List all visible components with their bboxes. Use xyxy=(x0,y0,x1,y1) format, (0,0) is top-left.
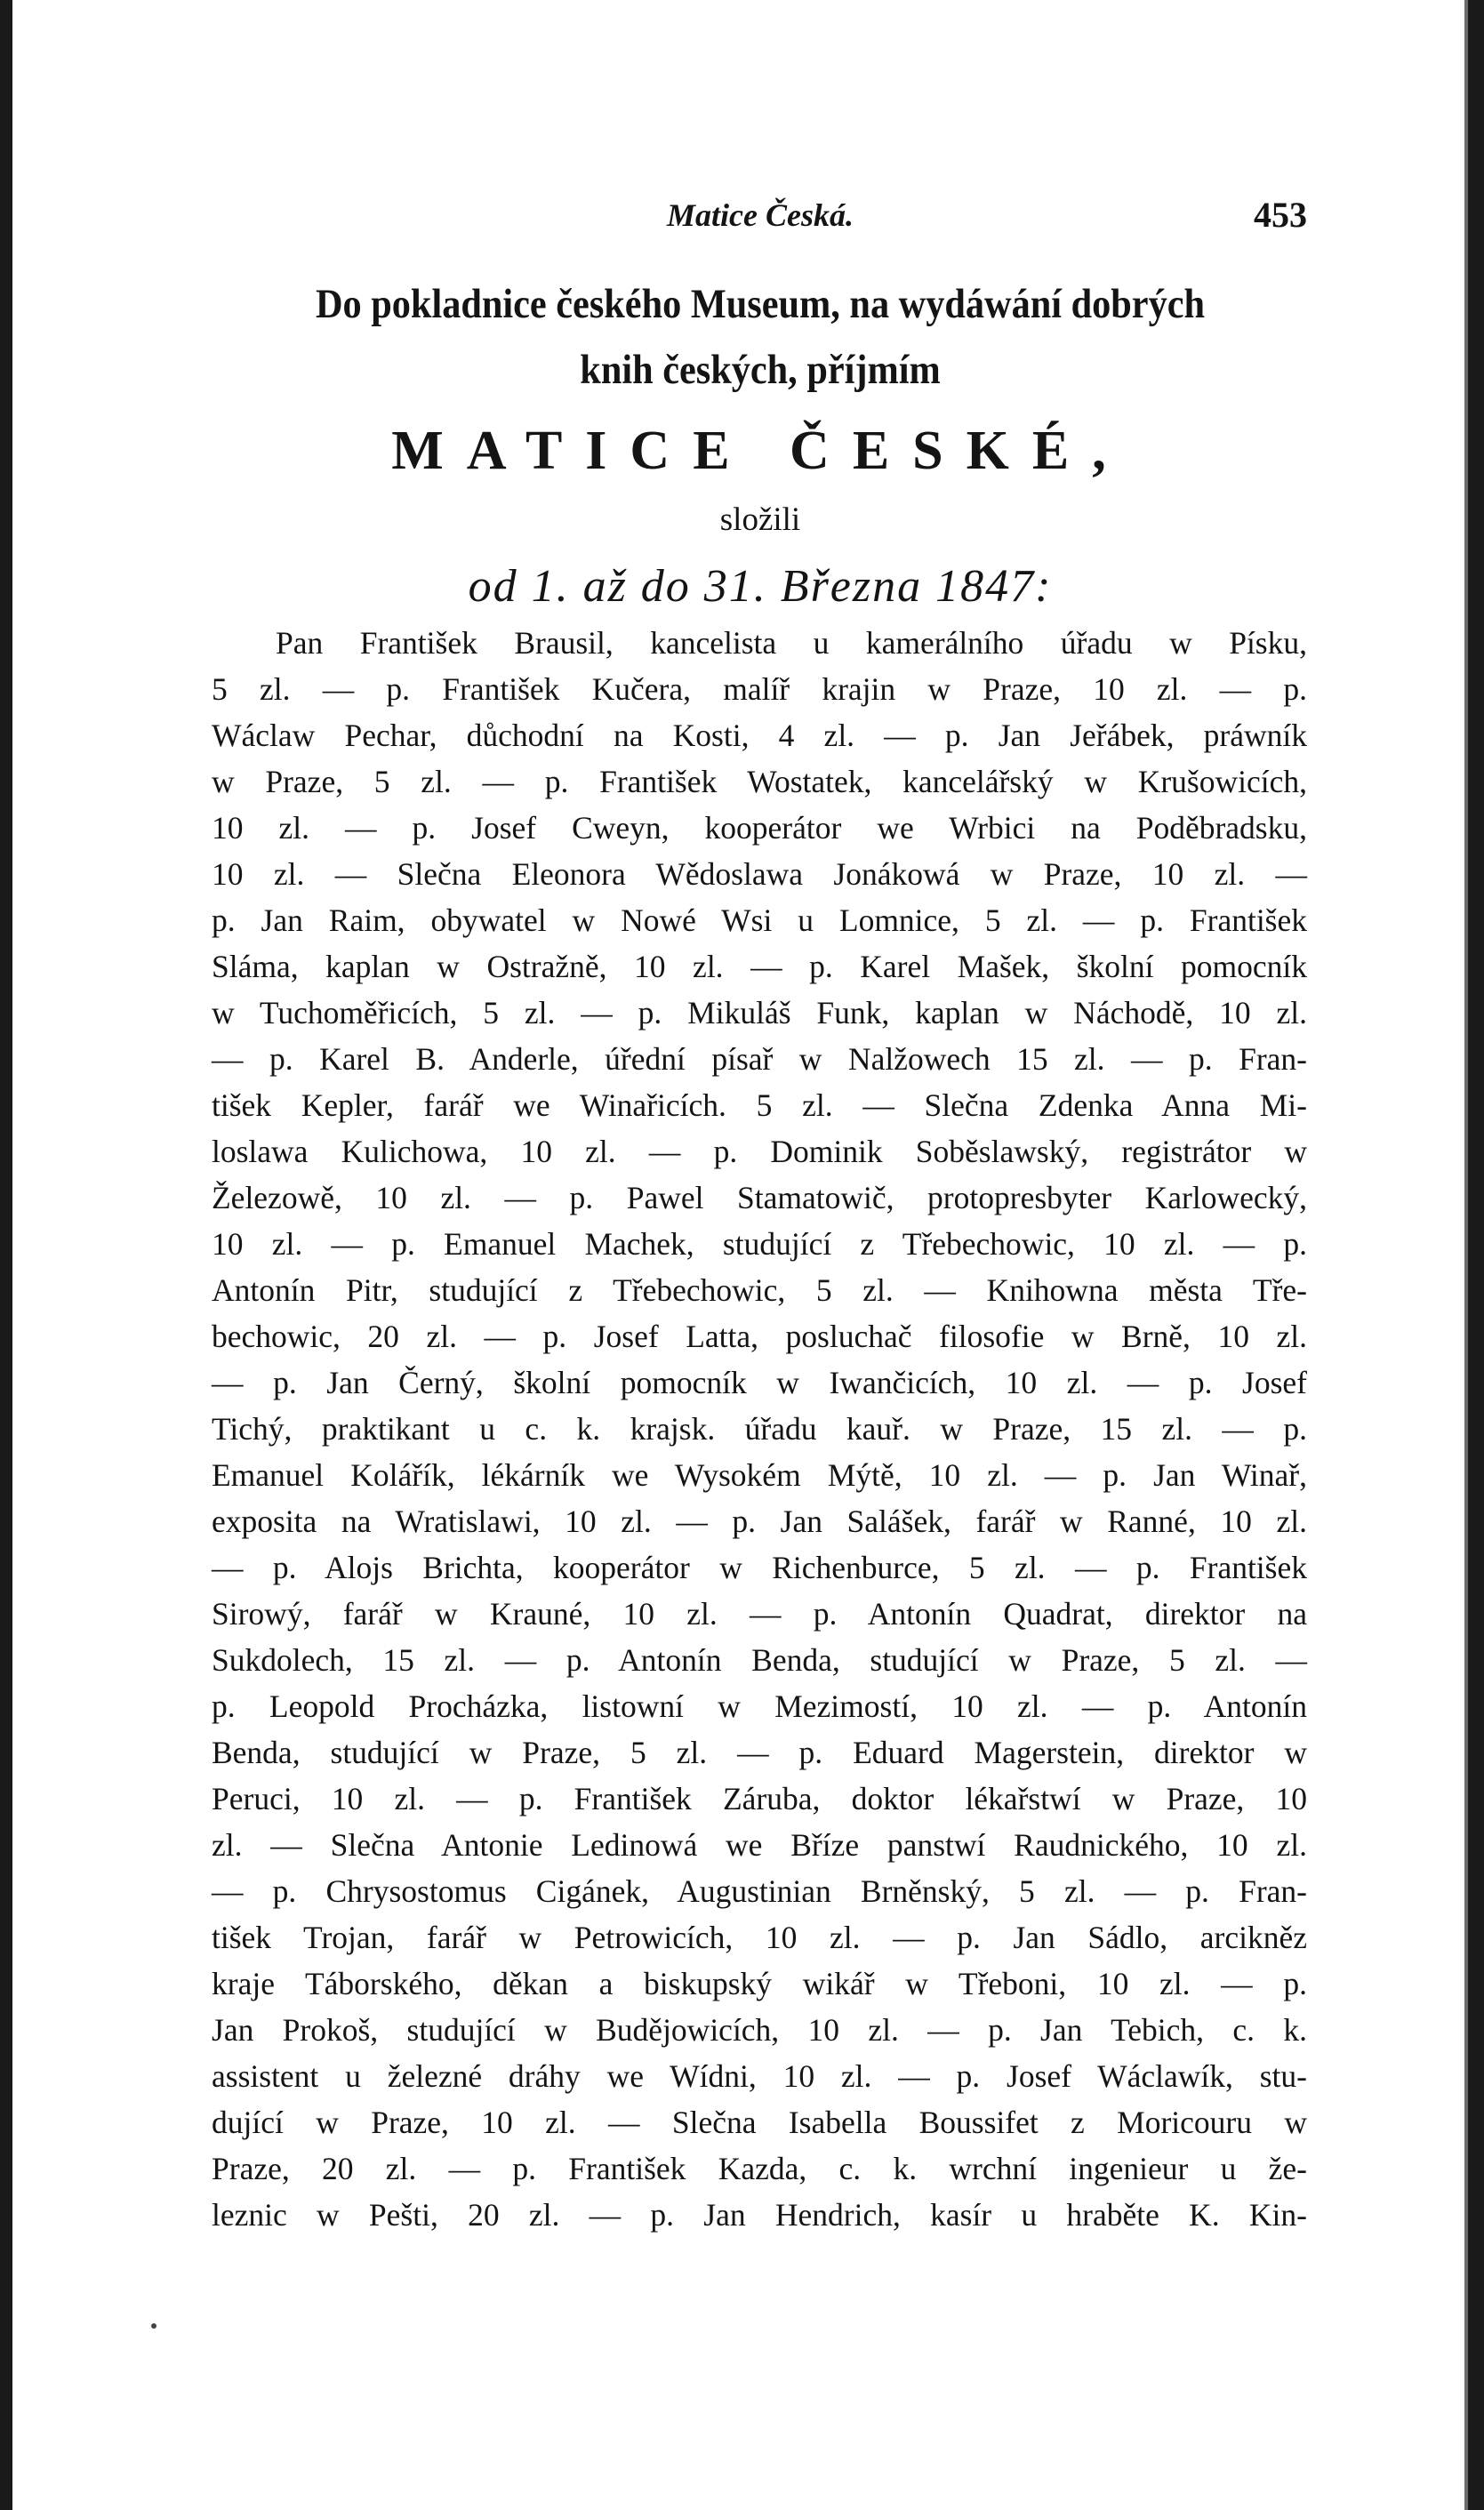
list-line: 5 zl. — p. František Kučera, malíř krajin w Praze, 10 zl. — p. xyxy=(212,671,1307,707)
list-line: Jan Prokoš, studující w Budějowicích, 10 zl. — p. Jan Tebich, c. k. xyxy=(212,2012,1307,2048)
headline-line-1: Do pokladnice českého Museum, na wydáwání dobrých xyxy=(315,281,1206,327)
list-line: w Praze, 5 zl. — p. František Wostatek, kancelářský w Krušowicích, xyxy=(212,764,1307,799)
date-range: od 1. až do 31. Března 1847: xyxy=(468,561,1053,612)
list-line: dující w Praze, 10 zl. — Slečna Isabella Boussifet z Moricouru w xyxy=(212,2105,1307,2140)
contributor-list xyxy=(212,620,1307,2238)
scan-speck xyxy=(151,2323,156,2329)
list-line: Benda, studující w Praze, 5 zl. — p. Eduard Magerstein, direktor w xyxy=(212,1735,1307,1770)
running-title: Matice Česká. xyxy=(667,197,854,233)
list-line: 10 zl. — p. Emanuel Machek, studující z Třebechowic, 10 zl. — p. xyxy=(212,1226,1307,1262)
list-line: loslawa Kulichowa, 10 zl. — p. Dominik Soběslawský, registrátor w xyxy=(212,1134,1307,1169)
list-line: — p. Karel B. Anderle, úřední písař w Nalžowech 15 zl. — p. Fran- xyxy=(212,1041,1307,1077)
list-line: bechowic, 20 zl. — p. Josef Latta, posluchač filosofie w Brně, 10 zl. xyxy=(212,1319,1307,1354)
list-line: zl. — Slečna Antonie Ledinowá we Bříze panstwí Raudnického, 10 zl. xyxy=(212,1827,1307,1863)
society-title: MATICE ČESKÉ, xyxy=(391,421,1129,481)
list-line: leznic w Pešti, 20 zl. — p. Jan Hendrich, kasír u hraběte K. Kin- xyxy=(212,2197,1307,2233)
list-line: 10 zl. — Slečna Eleonora Wědoslawa Jonákowá w Praze, 10 zl. — xyxy=(212,856,1307,892)
list-line: assistent u železné dráhy we Wídni, 10 zl. — p. Josef Wáclawík, stu- xyxy=(212,2058,1307,2094)
list-line: — p. Jan Černý, školní pomocník w Iwančicích, 10 zl. — p. Josef xyxy=(212,1365,1307,1400)
list-line: 10 zl. — p. Josef Cweyn, kooperátor we Wrbici na Poděbradsku, xyxy=(212,810,1307,846)
scan-edge-left xyxy=(0,0,12,2510)
list-line: Antonín Pitr, studující z Třebechowic, 5 zl. — Knihowna města Tře- xyxy=(212,1272,1307,1308)
page-number: 453 xyxy=(1254,195,1307,235)
running-head xyxy=(213,188,1307,242)
list-line: Sláma, kaplan w Ostražně, 10 zl. — p. Karel Mašek, školní pomocník xyxy=(212,949,1307,984)
contributed-label: složili xyxy=(719,501,801,538)
list-line: Peruci, 10 zl. — p. František Záruba, doktor lékařstwí w Praze, 10 xyxy=(212,1781,1307,1816)
list-line: Wáclaw Pechar, důchodní na Kosti, 4 zl. — p. Jan Jeřábek, práwník xyxy=(212,718,1307,753)
list-line: Tichý, praktikant u c. k. krajsk. úřadu kauř. w Praze, 15 zl. — p. xyxy=(212,1411,1307,1447)
list-line: — p. Alojs Brichta, kooperátor w Richenburce, 5 zl. — p. František xyxy=(212,1550,1307,1585)
list-line: tišek Trojan, farář w Petrowicích, 10 zl. — p. Jan Sádlo, arcikněz xyxy=(212,1920,1307,1955)
list-line: Sukdolech, 15 zl. — p. Antonín Benda, studující w Praze, 5 zl. — xyxy=(212,1642,1307,1678)
scan-edge-right xyxy=(1468,0,1484,2510)
list-line: p. Jan Raim, obywatel w Nowé Wsi u Lomnice, 5 zl. — p. František xyxy=(212,902,1307,938)
list-line: Emanuel Kolářík, lékárník we Wysokém Mýtě, 10 zl. — p. Jan Winař, xyxy=(212,1457,1307,1493)
headline-line-2: knih českých, příjmím xyxy=(580,347,941,393)
list-line: Železowě, 10 zl. — p. Pawel Stamatowič, protopresbyter Karlowecký, xyxy=(212,1180,1307,1215)
list-line: w Tuchoměřicích, 5 zl. — p. Mikuláš Funk, kaplan w Náchodě, 10 zl. xyxy=(212,995,1307,1030)
list-line: tišek Kepler, farář we Winařicích. 5 zl. — Slečna Zdenka Anna Mi- xyxy=(212,1087,1307,1123)
list-line: p. Leopold Procházka, listowní w Mezimostí, 10 zl. — p. Antonín xyxy=(212,1688,1307,1724)
list-line: — p. Chrysostomus Cigánek, Augustinian Brněnský, 5 zl. — p. Fran- xyxy=(212,1873,1307,1909)
list-line: exposita na Wratislawi, 10 zl. — p. Jan Salášek, farář w Ranné, 10 zl. xyxy=(212,1504,1307,1539)
list-line: Pan František Brausil, kancelista u kamerálního úřadu w Písku, xyxy=(276,625,1307,661)
list-line: Sirowý, farář w Krauné, 10 zl. — p. Antonín Quadrat, direktor na xyxy=(212,1596,1307,1632)
list-line: kraje Táborského, děkan a biskupský wikář w Třeboni, 10 zl. — p. xyxy=(212,1966,1307,2001)
headline xyxy=(269,271,1253,403)
list-line: Praze, 20 zl. — p. František Kazda, c. k. wrchní ingenieur u že- xyxy=(212,2151,1307,2186)
